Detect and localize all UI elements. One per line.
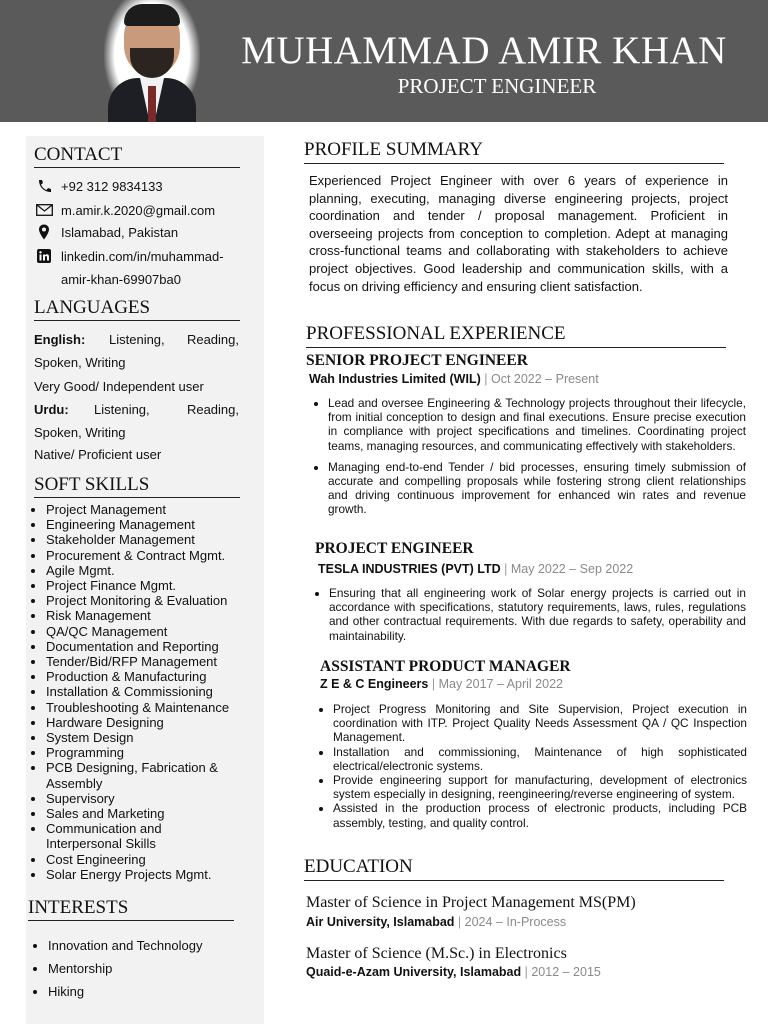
english-skills-cont: Spoken, Writing [34,355,126,370]
list-item: • QA/QC Management [46,624,271,639]
list-item: • Troubleshooting & Maintenance [46,700,271,715]
degree-title: Master of Science in Project Management MS(PM) [306,894,636,911]
job-company-line [318,562,633,576]
job-bullets [315,702,747,830]
list-item: • Innovation and Technology [48,934,202,957]
separator: | [484,372,488,386]
job-bullets [310,396,746,524]
job-dates: May 2022 – Sep 2022 [510,562,634,576]
list-item: • Lead and oversee Engineering & Technology projects throughout their lifecycle, from initial conception to design and final executions. Ensure precise execution in compliance with project specifications and timelines. Coordinating project teams, managing resources, and communicating effectively with stakeholders. [328,396,746,453]
education-dates: 2024 – In-Process [464,915,567,929]
job-bullets [311,586,746,650]
location-text: Islamabad, Pakistan [61,224,179,240]
contact-email [34,202,215,218]
list-item: • Programming [46,745,271,760]
list-item: • Ensuring that all engineering work of Solar energy projects is carried out in accordance with specifications, statutory requirements, laws, rules, regulations and other contractual requirements. With due regards to safety, operability and maintainability. [329,586,746,643]
education-institution-line [306,965,601,979]
contact-linkedin [34,248,224,264]
list-item: • Installation & Commissioning [46,684,271,699]
linkedin-url-line2[interactable]: amir-khan-69907ba0 [61,272,181,287]
english-level: Very Good/ Independent user [34,379,204,394]
mail-icon [34,202,54,218]
job-company-line [320,677,563,691]
education-institution-line [306,915,566,929]
linkedin-icon [34,248,54,264]
profile-summary-text: Experienced Project Engineer with over 6 years of experience in planning, executing, managing diverse engineering projects, project coordination and tender / proposal management. Proficient in overseeing projects from conception to completion. Adept at managing cross-functional teams and collaborating with stakeholders to achieve project objectives. Good leadership and communication skills, with a focus on driving efficiency and ensuring client satisfaction. [309,173,728,294]
institution: Quaid-e-Azam University, Islamabad [306,965,522,979]
list-item: • Installation and commissioning, Maintenance of high sophisticated electrical/electronic systems. [333,745,747,773]
header-banner [0,0,768,122]
list-item: • PCB Designing, Fabrication & Assembly [46,760,236,790]
list-item: • Project Management [46,502,271,517]
list-item: • Provide engineering support for manufacturing, development of electronics system especially in designing, reengineering/reverse engineering of system. [333,773,747,801]
job-title: ASSISTANT PRODUCT MANAGER [320,658,571,675]
list-item: • Cost Engineering [46,852,271,867]
list-item: • Supervisory [46,791,271,806]
job-title: PROJECT ENGINEER [315,540,474,557]
urdu-line [34,402,239,417]
job-company-line [309,372,599,386]
list-item: • Project Finance Mgmt. [46,578,271,593]
separator: | [431,677,436,691]
english-line [34,332,239,347]
job-company: Z E & C Engineers [320,677,429,691]
list-item: • Hiking [48,980,202,1003]
english-skills: Listening, Reading, [109,332,239,347]
candidate-name: MUHAMMAD AMIR KHAN [241,29,727,72]
job-company: Wah Industries Limited (WIL) [309,372,481,386]
interests-list [30,934,202,1003]
profile-heading: PROFILE SUMMARY [304,139,724,164]
list-item: • Project Progress Monitoring and Site Supervision, Project execution in coordination with ITP. Project Quality Needs Assessment QA / QC Inspection Management. [333,702,747,745]
list-item: • Hardware Designing [46,715,271,730]
list-item: • Stakeholder Management [46,532,271,547]
soft-skills-heading: SOFT SKILLS [34,474,240,498]
education-dates: 2012 – 2015 [531,965,601,979]
interests-heading: INTERESTS [28,897,234,921]
job-dates: May 2017 – April 2022 [438,677,563,691]
soft-skills-list [28,502,271,882]
list-item: • Project Monitoring & Evaluation [46,593,271,608]
urdu-skills: Listening, Reading, [94,402,239,417]
location-pin-icon [34,224,54,240]
separator: | [504,562,508,576]
urdu-skills-cont: Spoken, Writing [34,425,126,440]
candidate-title: PROJECT ENGINEER [397,74,597,98]
list-item: • Solar Energy Projects Mgmt. [46,867,271,882]
contact-phone [34,178,163,194]
separator: | [524,965,528,979]
list-item: • Mentorship [48,957,202,980]
list-item: • Documentation and Reporting [46,639,271,654]
profile-photo [104,0,200,122]
email-address[interactable]: m.amir.k.2020@gmail.com [61,202,216,218]
list-item: • Engineering Management [46,517,271,532]
list-item: • Sales and Marketing [46,806,271,821]
list-item: • Assisted in the production process of electronic products, including PCB assembly, testing, and quality control. [333,801,747,829]
list-item: • Communication and Interpersonal Skills [46,821,186,851]
list-item: • Tender/Bid/RFP Management [46,654,271,669]
urdu-label: Urdu: [34,402,69,417]
job-dates: Oct 2022 – Present [490,372,599,386]
list-item: • Managing end-to-end Tender / bid processes, ensuring timely submission of accurate and compelling proposals while fostering strong client relationships and driving continuous improvement for enhanced win rates and revenue growth. [328,460,746,517]
education-heading: EDUCATION [304,856,724,881]
english-label: English: [34,332,86,347]
linkedin-url-line1[interactable]: linkedin.com/in/muhammad- [61,248,224,264]
job-title: SENIOR PROJECT ENGINEER [306,352,528,369]
contact-heading: CONTACT [34,144,240,168]
institution: Air University, Islamabad [306,915,455,929]
urdu-level: Native/ Proficient user [34,447,162,462]
list-item: • Production & Manufacturing [46,669,271,684]
contact-location [34,224,178,240]
list-item: • Agile Mgmt. [46,563,271,578]
experience-heading: PROFESSIONAL EXPERIENCE [306,323,726,348]
languages-heading: LANGUAGES [34,297,240,321]
separator: | [457,915,462,929]
job-company: TESLA INDUSTRIES (PVT) LTD [318,562,501,576]
list-item: • Risk Management [46,608,271,623]
phone-number[interactable]: +92 312 9834133 [61,178,163,194]
list-item: • System Design [46,730,271,745]
phone-icon [34,178,54,194]
degree-title: Master of Science (M.Sc.) in Electronics [306,945,567,962]
list-item: • Procurement & Contract Mgmt. [46,548,271,563]
